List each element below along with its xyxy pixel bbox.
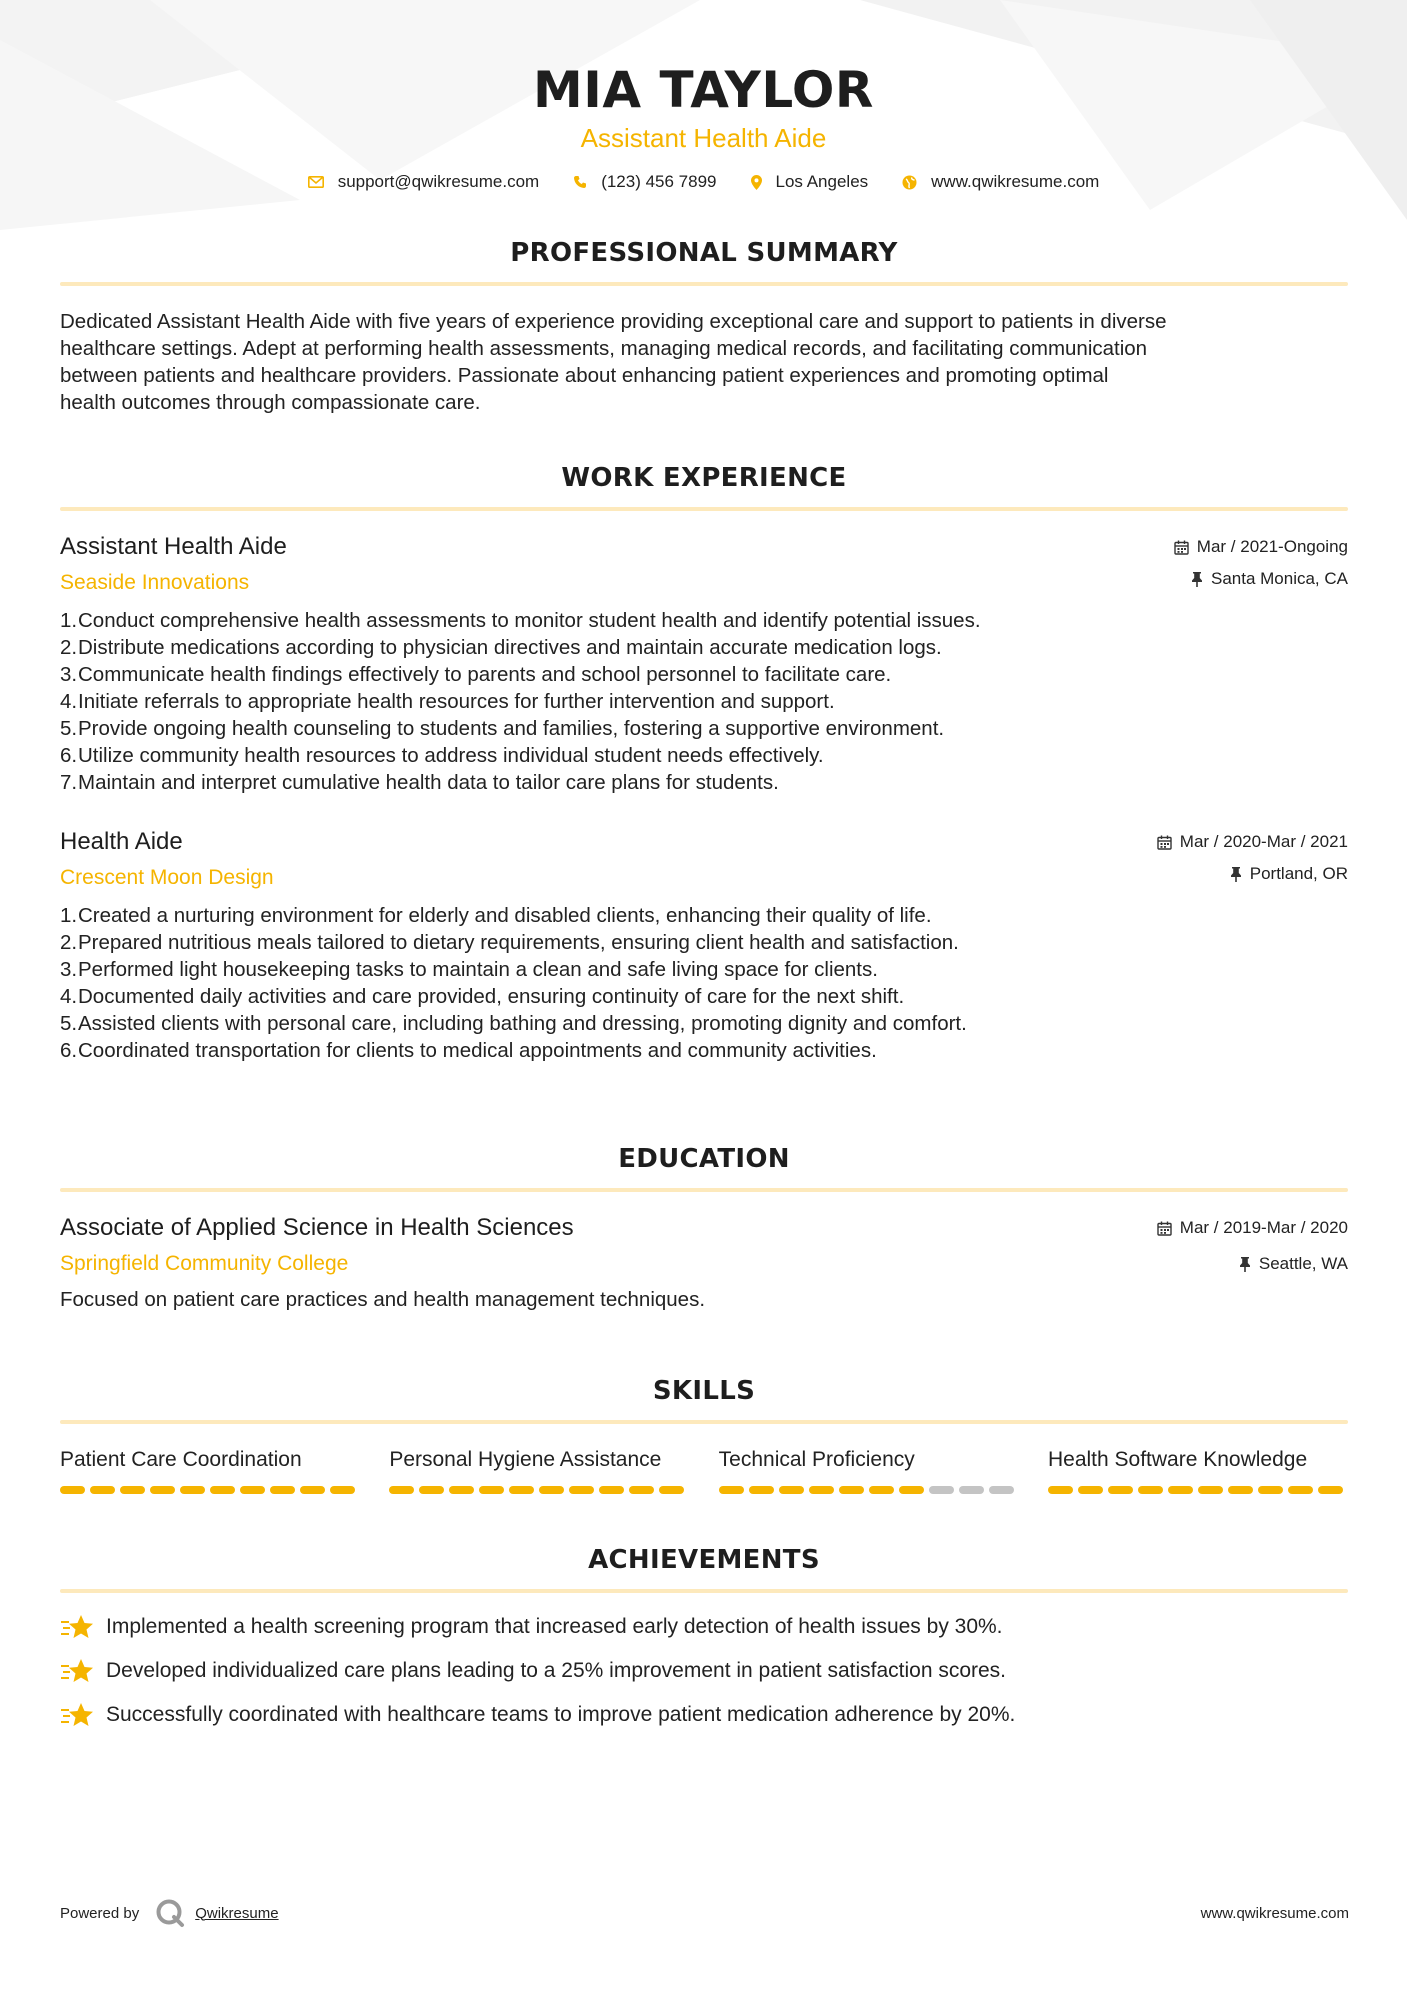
email-text: support@qwikresume.com xyxy=(337,172,540,191)
experience-section xyxy=(60,461,1348,1064)
qwikresume-logo-icon xyxy=(155,1898,185,1928)
list-item: 2. Distribute medications according to physician directives and maintain accurate medication logs. xyxy=(60,636,942,659)
job-location: Santa Monica, CA xyxy=(1210,569,1348,588)
pushpin-icon xyxy=(1191,572,1203,587)
calendar-icon xyxy=(1174,540,1189,555)
skill-dot-empty xyxy=(929,1486,954,1494)
experience-heading: WORK EXPERIENCE xyxy=(561,463,847,493)
skill-dot-filled xyxy=(809,1486,834,1494)
skill-dot-filled xyxy=(719,1486,744,1494)
skill-dot-filled xyxy=(120,1486,145,1494)
skill-dot-filled xyxy=(569,1486,594,1494)
summary-line: health outcomes through compassionate care. xyxy=(60,391,481,414)
skill-dot-filled xyxy=(1228,1486,1253,1494)
skill-dot-filled xyxy=(509,1486,534,1494)
contact-phone[interactable] xyxy=(573,172,716,192)
skill-dot-filled xyxy=(449,1486,474,1494)
candidate-title: Assistant Health Aide xyxy=(580,123,827,153)
education-entry xyxy=(60,1212,1348,1313)
skill-dot-filled xyxy=(1318,1486,1343,1494)
list-item: 5. Provide ongoing health counseling to students and families, fostering a supportive environment. xyxy=(60,717,945,740)
list-item: 6. Coordinated transportation for clients to medical appointments and community activities. xyxy=(60,1039,877,1062)
list-item: 1. Conduct comprehensive health assessments to monitor student health and identify potential issues. xyxy=(60,609,981,632)
list-item: 3. Performed light housekeeping tasks to maintain a clean and safe living space for clients. xyxy=(60,958,878,981)
skill-dot-filled xyxy=(779,1486,804,1494)
job-dates: Mar / 2021-Ongoing xyxy=(1196,537,1348,556)
skill-dot-filled xyxy=(180,1486,205,1494)
skill-dot-filled xyxy=(150,1486,175,1494)
map-pin-icon xyxy=(751,175,762,190)
skill-dot-filled xyxy=(90,1486,115,1494)
job-dates: Mar / 2020-Mar / 2021 xyxy=(1179,832,1348,851)
summary-line: between patients and healthcare providers. Passionate about enhancing patient experiences and promoting optimal xyxy=(60,364,1109,387)
website-text: www.qwikresume.com xyxy=(931,172,1100,191)
list-item: 5. Assisted clients with personal care, including bathing and dressing, promoting dignity and comfort. xyxy=(60,1012,967,1035)
list-item: 2. Prepared nutritious meals tailored to dietary requirements, ensuring client health and satisfaction. xyxy=(60,931,959,954)
skills-heading: SKILLS xyxy=(652,1376,756,1406)
achievements-list xyxy=(60,1613,1348,1729)
job-entry xyxy=(60,826,1348,1064)
skill-dot-filled xyxy=(60,1486,85,1494)
education-description: Focused on patient care practices and health management techniques. xyxy=(60,1288,706,1311)
skill-name: Technical Proficiency xyxy=(718,1448,915,1471)
list-item: 4. Documented daily activities and care provided, ensuring continuity of care for the next shift. xyxy=(60,985,905,1008)
summary-line: Dedicated Assistant Health Aide with five years of experience providing exceptional care and support to patients in diverse xyxy=(60,310,1167,333)
list-item: 4. Initiate referrals to appropriate health resources for further intervention and support. xyxy=(60,690,835,713)
calendar-icon xyxy=(1157,1221,1172,1236)
achievements-heading: ACHIEVEMENTS xyxy=(588,1545,820,1575)
page-footer xyxy=(60,1898,1349,1928)
skill-dot-filled xyxy=(1048,1486,1073,1494)
footer-website-link[interactable]: www.qwikresume.com xyxy=(1200,1904,1349,1922)
degree-title: Associate of Applied Science in Health Sciences xyxy=(60,1214,574,1241)
globe-icon xyxy=(902,175,917,190)
skill-dot-filled xyxy=(1108,1486,1133,1494)
brand-link[interactable]: Qwikresume xyxy=(195,1904,279,1922)
envelope-icon xyxy=(308,176,324,188)
skill-dot-filled xyxy=(539,1486,564,1494)
list-item: 6. Utilize community health resources to address individual student needs effectively. xyxy=(60,744,824,767)
skill-dot-filled xyxy=(479,1486,504,1494)
education-heading: EDUCATION xyxy=(618,1144,790,1174)
phone-text: (123) 456 7899 xyxy=(601,172,717,191)
contact-bar xyxy=(0,172,1407,192)
list-item: 7. Maintain and interpret cumulative health data to tailor care plans for students. xyxy=(60,771,779,794)
achievement-item xyxy=(60,1613,1348,1641)
resume-header xyxy=(0,0,1407,192)
education-section xyxy=(60,1142,1348,1313)
achievement-item xyxy=(60,1657,1348,1685)
section-divider xyxy=(60,507,1348,511)
skill-dot-filled xyxy=(330,1486,355,1494)
summary-section xyxy=(60,236,1348,416)
skill-dot-filled xyxy=(899,1486,924,1494)
skill-dot-empty xyxy=(959,1486,984,1494)
skill-dot-filled xyxy=(270,1486,295,1494)
skill-dot-filled xyxy=(419,1486,444,1494)
skill-name: Patient Care Coordination xyxy=(60,1448,302,1471)
pushpin-icon xyxy=(1239,1257,1251,1272)
pushpin-icon xyxy=(1230,867,1242,882)
phone-icon xyxy=(573,175,587,189)
skill-dot-filled xyxy=(389,1486,414,1494)
summary-heading: PROFESSIONAL SUMMARY xyxy=(510,238,898,268)
job-location: Portland, OR xyxy=(1249,864,1348,883)
summary-line: healthcare settings. Adept at performing health assessments, managing medical records, and facilitating communication xyxy=(60,337,1148,360)
skills-section xyxy=(60,1374,1348,1494)
skill-dot-filled xyxy=(599,1486,624,1494)
skill-dot-filled xyxy=(839,1486,864,1494)
skill-item xyxy=(60,1446,360,1494)
list-item: 1. Created a nurturing environment for elderly and disabled clients, enhancing their quality of life. xyxy=(60,904,932,927)
skills-list xyxy=(60,1446,1348,1494)
skill-dot-filled xyxy=(240,1486,265,1494)
job-entry xyxy=(60,531,1348,796)
skill-dot-filled xyxy=(1288,1486,1313,1494)
powered-by-label: Powered by xyxy=(60,1904,140,1922)
location-text: Los Angeles xyxy=(775,172,869,191)
skill-item xyxy=(1048,1446,1348,1494)
skill-rating xyxy=(1048,1486,1348,1494)
school-name: Springfield Community College xyxy=(60,1252,349,1275)
job-duties xyxy=(60,902,1348,1064)
job-company: Crescent Moon Design xyxy=(60,866,274,889)
achievement-text: Implemented a health screening program that increased early detection of health issues by 30%. xyxy=(106,1615,1003,1638)
skill-name: Health Software Knowledge xyxy=(1047,1448,1308,1471)
shooting-star-icon xyxy=(60,1701,94,1729)
list-item: 3. Communicate health findings effectively to parents and school personnel to facilitate care. xyxy=(60,663,892,686)
skill-dot-filled xyxy=(749,1486,774,1494)
skill-dot-filled xyxy=(1168,1486,1193,1494)
job-title: Health Aide xyxy=(60,828,183,855)
skill-dot-filled xyxy=(1078,1486,1103,1494)
skill-rating xyxy=(719,1486,1019,1494)
shooting-star-icon xyxy=(60,1657,94,1685)
achievement-text: Developed individualized care plans leading to a 25% improvement in patient satisfaction scores. xyxy=(106,1659,1007,1682)
skill-dot-filled xyxy=(1138,1486,1163,1494)
candidate-name: MIA TAYLOR xyxy=(533,61,874,119)
calendar-icon xyxy=(1157,835,1172,850)
job-company: Seaside Innovations xyxy=(60,571,250,594)
powered-by xyxy=(60,1898,279,1928)
skill-item xyxy=(719,1446,1019,1494)
job-title: Assistant Health Aide xyxy=(60,533,287,560)
skill-dot-filled xyxy=(869,1486,894,1494)
achievement-text: Successfully coordinated with healthcare teams to improve patient medication adherence by 20%. xyxy=(106,1703,1016,1726)
contact-email[interactable] xyxy=(308,172,540,192)
section-divider xyxy=(60,1420,1348,1424)
contact-location xyxy=(751,172,869,192)
section-divider xyxy=(60,282,1348,286)
summary-text xyxy=(60,308,1348,416)
section-divider xyxy=(60,1589,1348,1593)
skill-rating xyxy=(60,1486,360,1494)
shooting-star-icon xyxy=(60,1613,94,1641)
skill-dot-filled xyxy=(629,1486,654,1494)
job-duties xyxy=(60,607,1348,796)
contact-website[interactable] xyxy=(902,172,1099,192)
skill-dot-filled xyxy=(300,1486,325,1494)
achievement-item xyxy=(60,1701,1348,1729)
education-location: Seattle, WA xyxy=(1258,1254,1348,1273)
achievements-section xyxy=(60,1543,1348,1745)
skill-dot-filled xyxy=(1258,1486,1283,1494)
skill-item xyxy=(389,1446,689,1494)
education-dates: Mar / 2019-Mar / 2020 xyxy=(1179,1218,1348,1237)
skill-dot-empty xyxy=(989,1486,1014,1494)
skill-dot-filled xyxy=(1198,1486,1223,1494)
skill-dot-filled xyxy=(659,1486,684,1494)
section-divider xyxy=(60,1188,1348,1192)
skill-dot-filled xyxy=(210,1486,235,1494)
skill-rating xyxy=(389,1486,689,1494)
skill-name: Personal Hygiene Assistance xyxy=(389,1448,662,1471)
